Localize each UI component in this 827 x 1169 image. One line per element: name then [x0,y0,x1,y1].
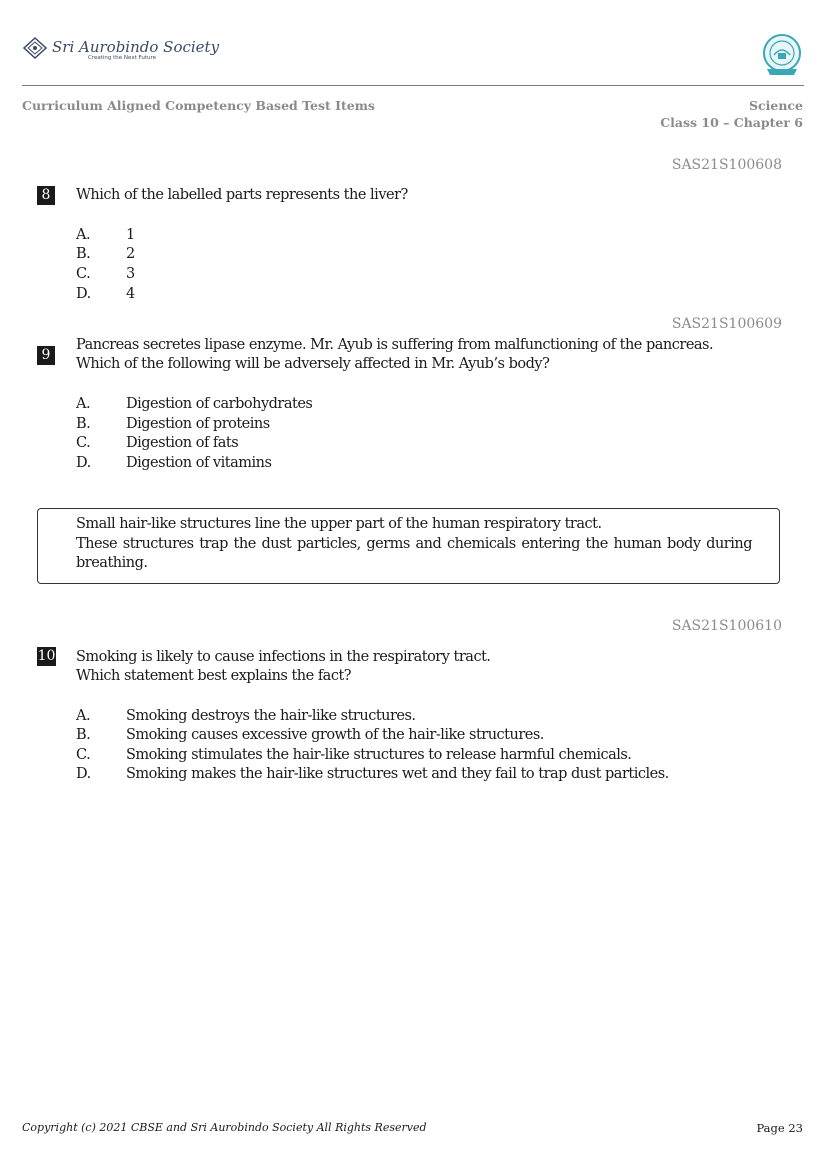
passage-line: These structures trap the dust particles, germs and chemicals entering the human body during [76,536,752,552]
question-stem: Which statement best explains the fact? [76,668,352,684]
option-text: 1 [126,227,135,243]
option-letter: A. [76,396,91,412]
question-number-badge: 9 [37,346,55,365]
sri-aurobindo-society-logo [22,36,220,68]
page-number: Page 23 [756,1121,803,1135]
option-text: Digestion of fats [126,435,239,451]
option-letter: B. [76,416,91,432]
question-code: SAS21S100610 [671,618,782,634]
option-letter: C. [76,435,91,451]
option-letter: B. [76,727,91,743]
logo-wordmark: Sri Aurobindo Society [52,38,220,56]
logo-tagline: Creating the Next Future [88,55,156,61]
option-text: Digestion of carbohydrates [126,396,313,412]
subject-label: Science [749,98,803,113]
question-stem: Pancreas secretes lipase enzyme. Mr. Ayub is suffering from malfunctioning of the pancreas. [76,337,714,353]
option-letter: C. [76,747,91,763]
passage-line: breathing. [76,555,148,571]
document-series-title: Curriculum Aligned Competency Based Test Items [22,98,375,113]
option-text: Smoking stimulates the hair-like structures to release harmful chemicals. [126,747,632,763]
cbse-seal-icon [761,33,803,79]
option-letter: A. [76,708,91,724]
header-divider [22,85,804,86]
option-text: 3 [126,266,135,282]
question-stem: Smoking is likely to cause infections in the respiratory tract. [76,649,491,665]
passage-line: Small hair-like structures line the upper part of the human respiratory tract. [76,516,602,532]
question-code: SAS21S100609 [671,316,782,332]
option-letter: A. [76,227,91,243]
option-letter: D. [76,455,91,471]
question-number-badge: 10 [37,648,56,664]
question-number-badge: 8 [37,186,55,205]
option-text: Smoking causes excessive growth of the hair-like structures. [126,727,544,743]
option-text: 2 [126,246,135,262]
copyright-notice: Copyright (c) 2021 CBSE and Sri Aurobindo Society All Rights Reserved [22,1121,427,1134]
option-text: Smoking makes the hair-like structures wet and they fail to trap dust particles. [126,766,669,782]
option-text: Smoking destroys the hair-like structures. [126,708,416,724]
option-letter: C. [76,266,91,282]
question-stem: Which of the labelled parts represents the liver? [76,187,408,203]
option-text: Digestion of proteins [126,416,270,432]
option-text: 4 [126,286,135,302]
option-letter: B. [76,246,91,262]
society-emblem-icon [22,36,48,60]
option-letter: D. [76,766,91,782]
option-letter: D. [76,286,91,302]
question-stem: Which of the following will be adversely affected in Mr. Ayub’s body? [76,356,550,372]
class-chapter-label: Class 10 – Chapter 6 [660,115,803,130]
option-text: Digestion of vitamins [126,455,272,471]
question-code: SAS21S100608 [671,157,782,173]
